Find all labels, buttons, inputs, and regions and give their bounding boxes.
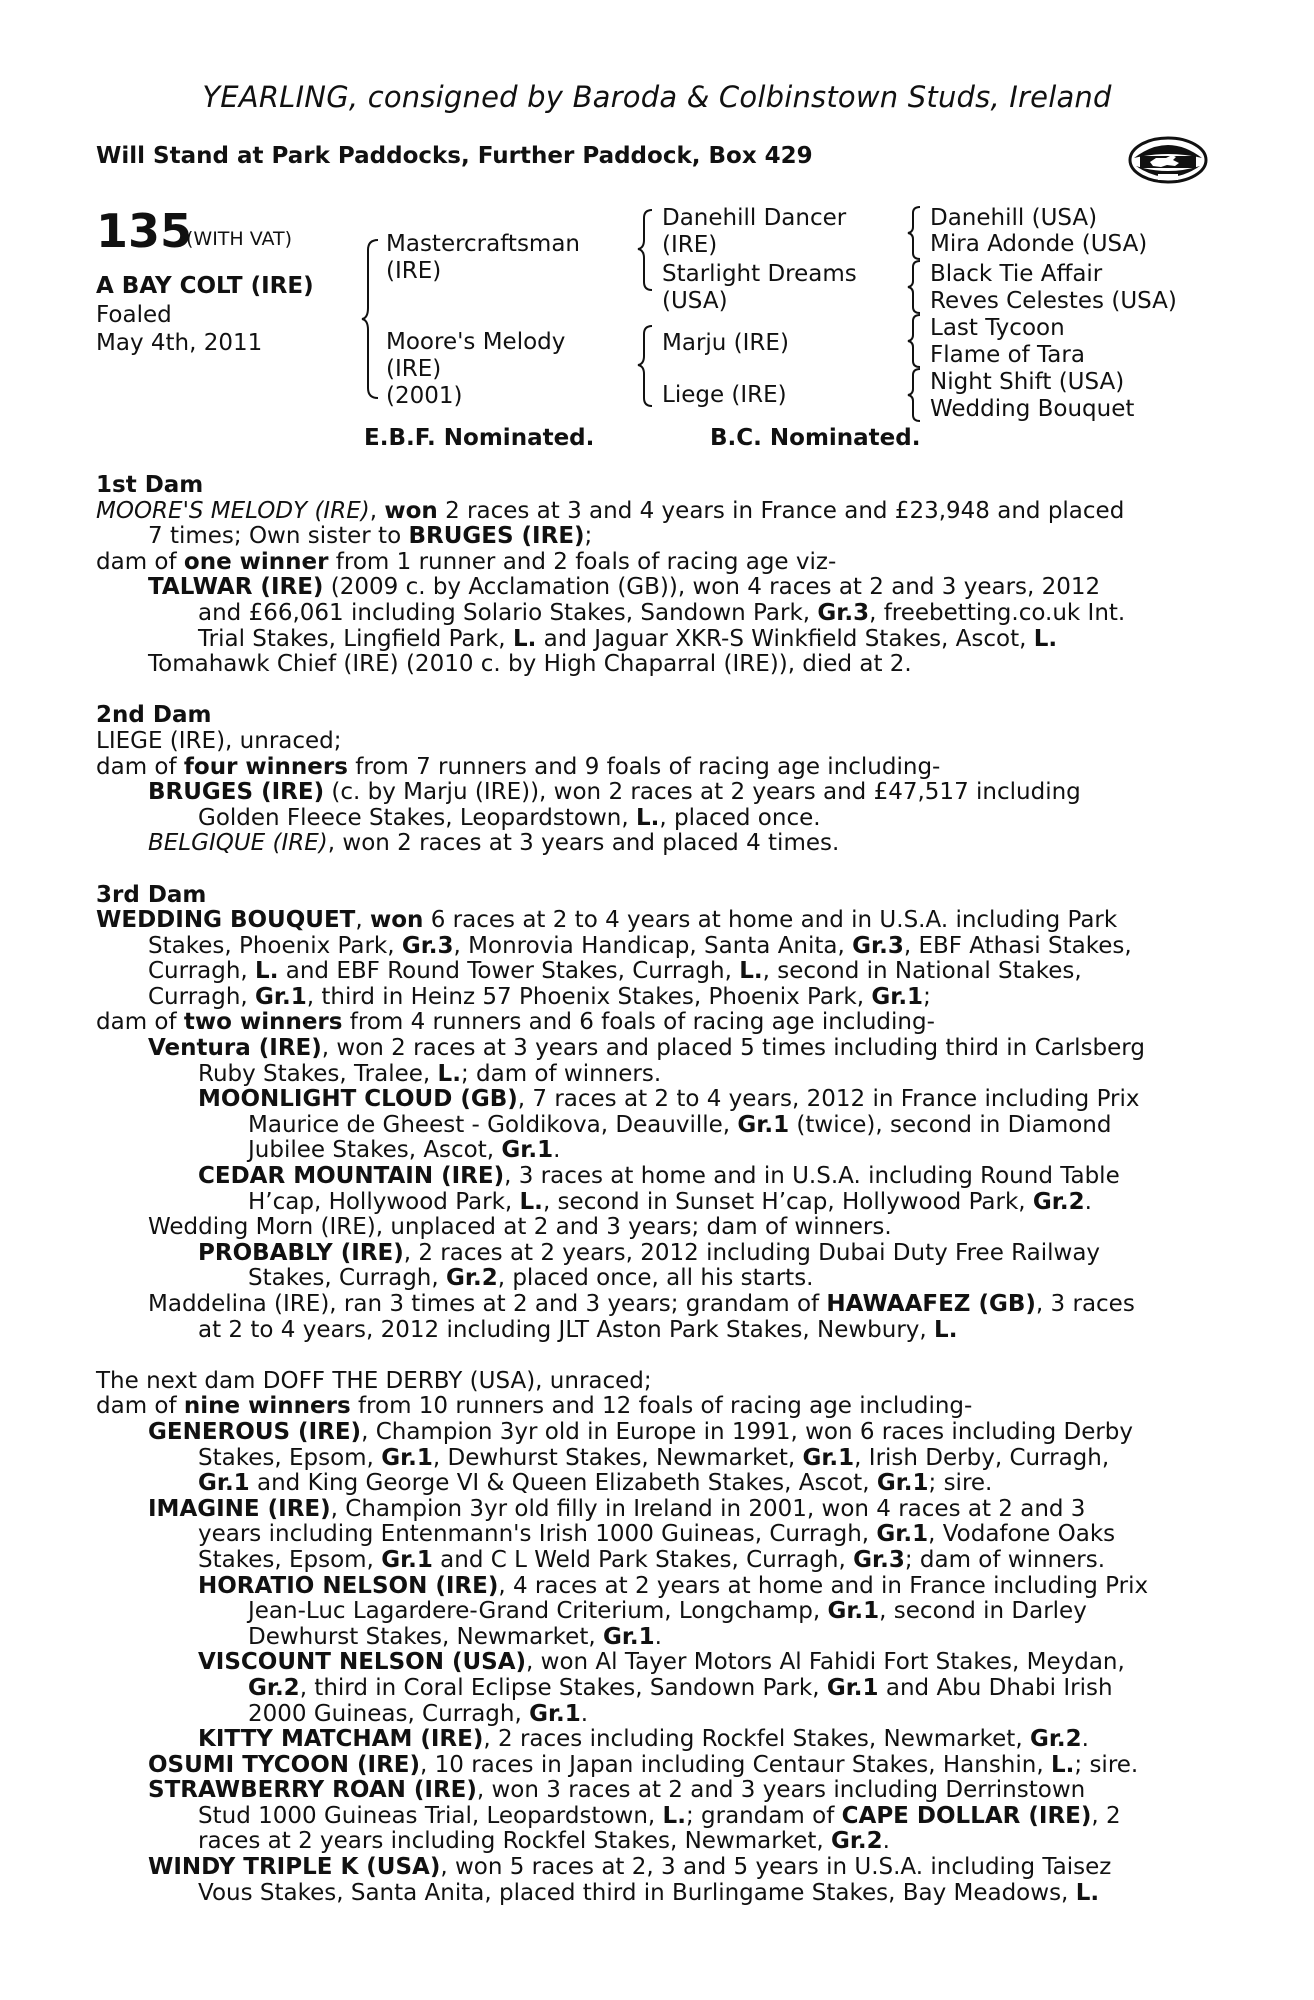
first-dam-line: Trial Stakes, Lingfield Park, L. and Jaguar XKR-S Winkfield Stakes, Ascot, L.	[198, 625, 1058, 652]
second-dam-line: BELGIQUE (IRE), won 2 races at 3 years and placed 4 times.	[148, 830, 840, 857]
foaled-date: May 4th, 2011	[96, 330, 263, 356]
third-dam-line: Stakes, Phoenix Park, Gr.3, Monrovia Handicap, Santa Anita, Gr.3, EBF Athasi Stakes,	[148, 932, 1132, 959]
third-dam-line: WEDDING BOUQUET, won 6 races at 2 to 4 years at home and in U.S.A. including Park	[96, 907, 1118, 934]
first-dam-line: TALWAR (IRE) (2009 c. by Acclamation (GB)), won 4 races at 2 and 3 years, 2012	[148, 574, 1101, 601]
third-dam-line: PROBABLY (IRE), 2 races at 2 years, 2012 including Dubai Duty Free Railway	[198, 1239, 1101, 1266]
third-dam-heading: 3rd Dam	[96, 881, 207, 908]
pedigree-dam: Moore's Melody (IRE) (2001)	[386, 329, 566, 409]
next-dam-line: OSUMI TYCOON (IRE), 10 races in Japan including Centaur Stakes, Hanshin, L.; sire.	[148, 1751, 1139, 1778]
second-dam-line: LIEGE (IRE), unraced;	[96, 727, 342, 754]
pedigree-g1: Danehill (USA)	[930, 205, 1098, 231]
third-dam-line: CEDAR MOUNTAIN (IRE), 3 races at home and in U.S.A. including Round Table	[198, 1163, 1120, 1190]
third-dam-line: MOONLIGHT CLOUD (GB), 7 races at 2 to 4 years, 2012 in France including Prix	[198, 1086, 1140, 1113]
second-dam-heading: 2nd Dam	[96, 702, 212, 729]
next-dam-line: Gr.1 and King George VI & Queen Elizabeth Stakes, Ascot, Gr.1; sire.	[198, 1470, 993, 1497]
next-dam-line: Gr.2, third in Coral Eclipse Stakes, Sandown Park, Gr.1 and Abu Dhabi Irish	[248, 1674, 1113, 1701]
pedigree-dam-dam: Liege (IRE)	[662, 382, 787, 408]
next-dam-line: races at 2 years including Rockfel Stakes, Newmarket, Gr.2.	[198, 1828, 890, 1855]
next-dam-line: Stud 1000 Guineas Trial, Leopardstown, L.; grandam of CAPE DOLLAR (IRE), 2	[198, 1802, 1121, 1829]
first-dam-line: Tomahawk Chief (IRE) (2010 c. by High Chaparral (IRE)), died at 2.	[148, 651, 912, 678]
pedigree-g8: Wedding Bouquet	[930, 396, 1135, 422]
pedigree-sire-dam: Starlight Dreams (USA)	[662, 261, 857, 314]
third-dam-line: Ventura (IRE), won 2 races at 3 years and placed 5 times including third in Carlsberg	[148, 1035, 1145, 1062]
pedigree-brace-g78	[906, 366, 926, 424]
pedigree-dam-sire: Marju (IRE)	[662, 330, 789, 356]
third-dam-line: Curragh, Gr.1, third in Heinz 57 Phoenix Stakes, Phoenix Park, Gr.1;	[148, 983, 931, 1010]
pedigree-brace-dam	[636, 322, 658, 410]
first-dam-heading: 1st Dam	[96, 472, 204, 498]
second-dam-line: Golden Fleece Stakes, Leopardstown, L., placed once.	[198, 804, 821, 831]
first-dam-line: MOORE'S MELODY (IRE), won 2 races at 3 and 4 years in France and £23,948 and placed	[96, 497, 1125, 524]
next-dam-line: years including Entenmann's Irish 1000 Guineas, Curragh, Gr.1, Vodafone Oaks	[198, 1521, 1116, 1548]
pedigree-brace-main	[360, 236, 384, 402]
pedigree-brace-g56	[906, 312, 926, 370]
ebf-nominated: E.B.F. Nominated.	[364, 425, 595, 451]
next-dam-line: The next dam DOFF THE DERBY (USA), unraced;	[96, 1367, 652, 1394]
third-dam-line: Maddelina (IRE), ran 3 times at 2 and 3 years; grandam of HAWAAFEZ (GB), 3 races	[148, 1291, 1135, 1317]
next-dam-line: IMAGINE (IRE), Champion 3yr old filly in Ireland in 2001, won 4 races at 2 and 3	[148, 1495, 1086, 1522]
page-title: YEARLING, consigned by Baroda & Colbinstown Studs, Ireland	[202, 80, 1112, 114]
third-dam-line: Curragh, L. and EBF Round Tower Stakes, Curragh, L., second in National Stakes,	[148, 958, 1082, 985]
first-dam-line: dam of one winner from 1 runner and 2 foals of racing age viz-	[96, 548, 837, 575]
bc-nominated: B.C. Nominated.	[710, 425, 921, 451]
vat-note: (WITH VAT)	[186, 228, 293, 250]
third-dam-line: at 2 to 4 years, 2012 including JLT Aston Park Stakes, Newbury, L.	[198, 1316, 958, 1343]
pedigree-brace-g12	[906, 204, 926, 262]
lot-description: A BAY COLT (IRE)	[96, 273, 314, 299]
foaled-label: Foaled	[96, 302, 172, 328]
pedigree-g7: Night Shift (USA)	[930, 369, 1125, 395]
pedigree-g2: Mira Adonde (USA)	[930, 231, 1148, 257]
pedigree-brace-sire	[636, 206, 658, 294]
first-dam-line: and £66,061 including Solario Stakes, Sandown Park, Gr.3, freebetting.co.uk Int.	[198, 599, 1126, 626]
pedigree-g3: Black Tie Affair	[930, 261, 1103, 287]
next-dam-line: WINDY TRIPLE K (USA), won 5 races at 2, 3 and 5 years in U.S.A. including Taisez	[148, 1854, 1112, 1881]
third-dam-line: Ruby Stakes, Tralee, L.; dam of winners.	[198, 1060, 662, 1087]
lot-number: 135	[96, 204, 193, 258]
catalogue-body	[96, 473, 1206, 1906]
second-dam-line: BRUGES (IRE) (c. by Marju (IRE)), won 2 races at 2 years and £47,517 including	[148, 779, 1081, 806]
second-dam-line: dam of four winners from 7 runners and 9 foals of racing age including-	[96, 753, 941, 780]
pedigree-brace-g34	[906, 258, 926, 316]
next-dam-line: HORATIO NELSON (IRE), 4 races at 2 years at home and in France including Prix	[198, 1572, 1149, 1599]
stand-location: Will Stand at Park Paddocks, Further Paddock, Box 429	[96, 143, 813, 169]
pedigree-sire: Mastercraftsman (IRE)	[386, 231, 581, 284]
next-dam-line: Stakes, Epsom, Gr.1, Dewhurst Stakes, Newmarket, Gr.1, Irish Derby, Curragh,	[198, 1444, 1110, 1471]
first-dam-line: 7 times; Own sister to BRUGES (IRE);	[148, 523, 593, 550]
third-dam-line: Stakes, Curragh, Gr.2, placed once, all his starts.	[248, 1265, 814, 1292]
next-dam-line: Dewhurst Stakes, Newmarket, Gr.1.	[248, 1623, 662, 1650]
next-dam-line: STRAWBERRY ROAN (IRE), won 3 races at 2 and 3 years including Derrinstown	[148, 1777, 1086, 1804]
next-dam-line: Vous Stakes, Santa Anita, placed third in Burlingame Stakes, Bay Meadows, L.	[198, 1879, 1100, 1906]
pedigree-g4: Reves Celestes (USA)	[930, 288, 1177, 314]
pedigree-g5: Last Tycoon	[930, 315, 1065, 341]
pedigree-g6: Flame of Tara	[930, 342, 1085, 368]
next-dam-line: VISCOUNT NELSON (USA), won Al Tayer Motors Al Fahidi Fort Stakes, Meydan,	[198, 1649, 1125, 1676]
racing-post-bonus-icon	[1128, 128, 1208, 192]
next-dam-line: KITTY MATCHAM (IRE), 2 races including Rockfel Stakes, Newmarket, Gr.2.	[198, 1726, 1089, 1753]
third-dam-line: dam of two winners from 4 runners and 6 foals of racing age including-	[96, 1009, 935, 1036]
third-dam-line: Wedding Morn (IRE), unplaced at 2 and 3 years; dam of winners.	[148, 1214, 892, 1241]
next-dam-line: Jean-Luc Lagardere-Grand Criterium, Longchamp, Gr.1, second in Darley	[248, 1598, 1087, 1625]
third-dam-line: Maurice de Gheest - Goldikova, Deauville, Gr.1 (twice), second in Diamond	[248, 1111, 1112, 1138]
next-dam-line: GENEROUS (IRE), Champion 3yr old in Europe in 1991, won 6 races including Derby	[148, 1418, 1134, 1445]
third-dam-line: H’cap, Hollywood Park, L., second in Sunset H’cap, Hollywood Park, Gr.2.	[248, 1188, 1092, 1215]
next-dam-line: dam of nine winners from 10 runners and 12 foals of racing age including-	[96, 1393, 973, 1420]
next-dam-line: 2000 Guineas, Curragh, Gr.1.	[248, 1700, 589, 1727]
third-dam-line: Jubilee Stakes, Ascot, Gr.1.	[248, 1137, 561, 1164]
next-dam-line: Stakes, Epsom, Gr.1 and C L Weld Park Stakes, Curragh, Gr.3; dam of winners.	[198, 1546, 1106, 1573]
pedigree-sire-sire: Danehill Dancer (IRE)	[662, 205, 847, 258]
